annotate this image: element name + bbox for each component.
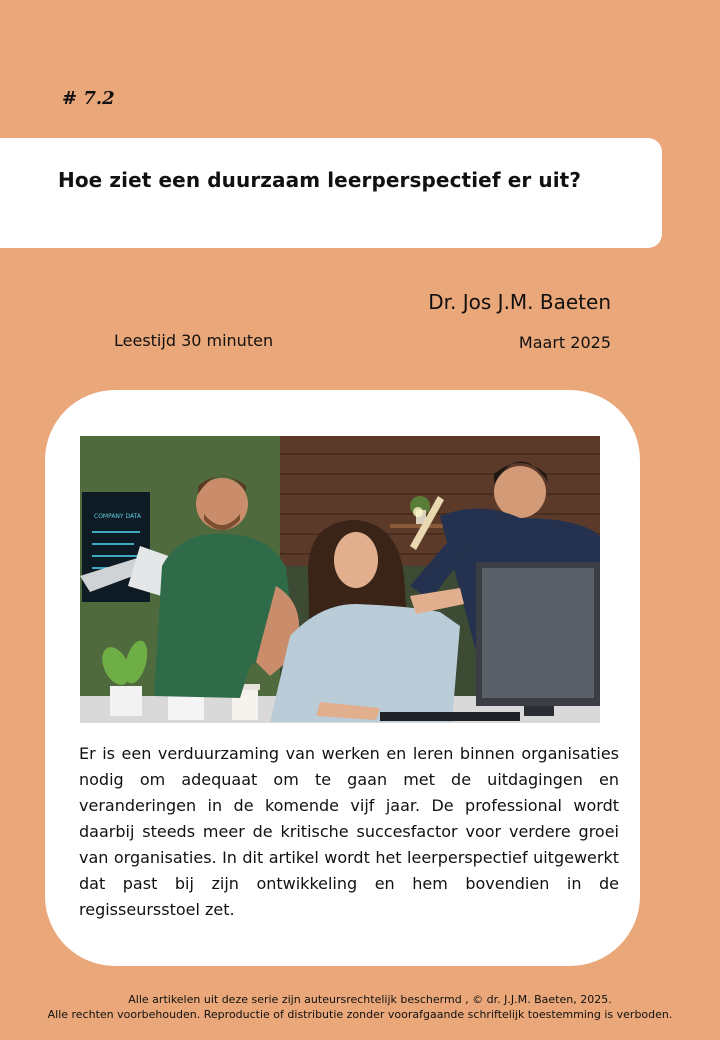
office-team-photo xyxy=(80,436,600,723)
title-card xyxy=(0,138,662,248)
author-name: Dr. Jos J.M. Baeten xyxy=(428,290,611,314)
reading-time: Leestijd 30 minuten xyxy=(114,331,274,350)
copyright-footer xyxy=(0,992,720,1022)
copyright-line-1: Alle artikelen uit deze serie zijn auteursrechtelijk beschermd , © dr. J.J.M. Baeten, 2025. xyxy=(128,993,612,1006)
screen-label: COMPANY DATA xyxy=(94,513,141,520)
intro-paragraph: Er is een verduurzaming van werken en leren binnen organisaties nodig om adequaat om te gaan met de uitdagingen en veranderingen in de komende vijf jaar. De professional wordt daarbij steeds meer de kritische succesfactor voor verdere groei van organisaties. In dit artikel wordt het leerperspectief uitgewerkt dat past bij zijn ontwikkeling en hem bovendien in de regisseursstoel zet. xyxy=(79,744,619,919)
copyright-line-2: Alle rechten voorbehouden. Reproductie of distributie zonder voorafgaande schriftelijk toestemming is verboden. xyxy=(47,1008,673,1021)
issue-number: # 7.2 xyxy=(62,88,115,109)
publication-date: Maart 2025 xyxy=(518,333,611,352)
article-title: Hoe ziet een duurzaam leerperspectief er uit? xyxy=(58,168,582,192)
